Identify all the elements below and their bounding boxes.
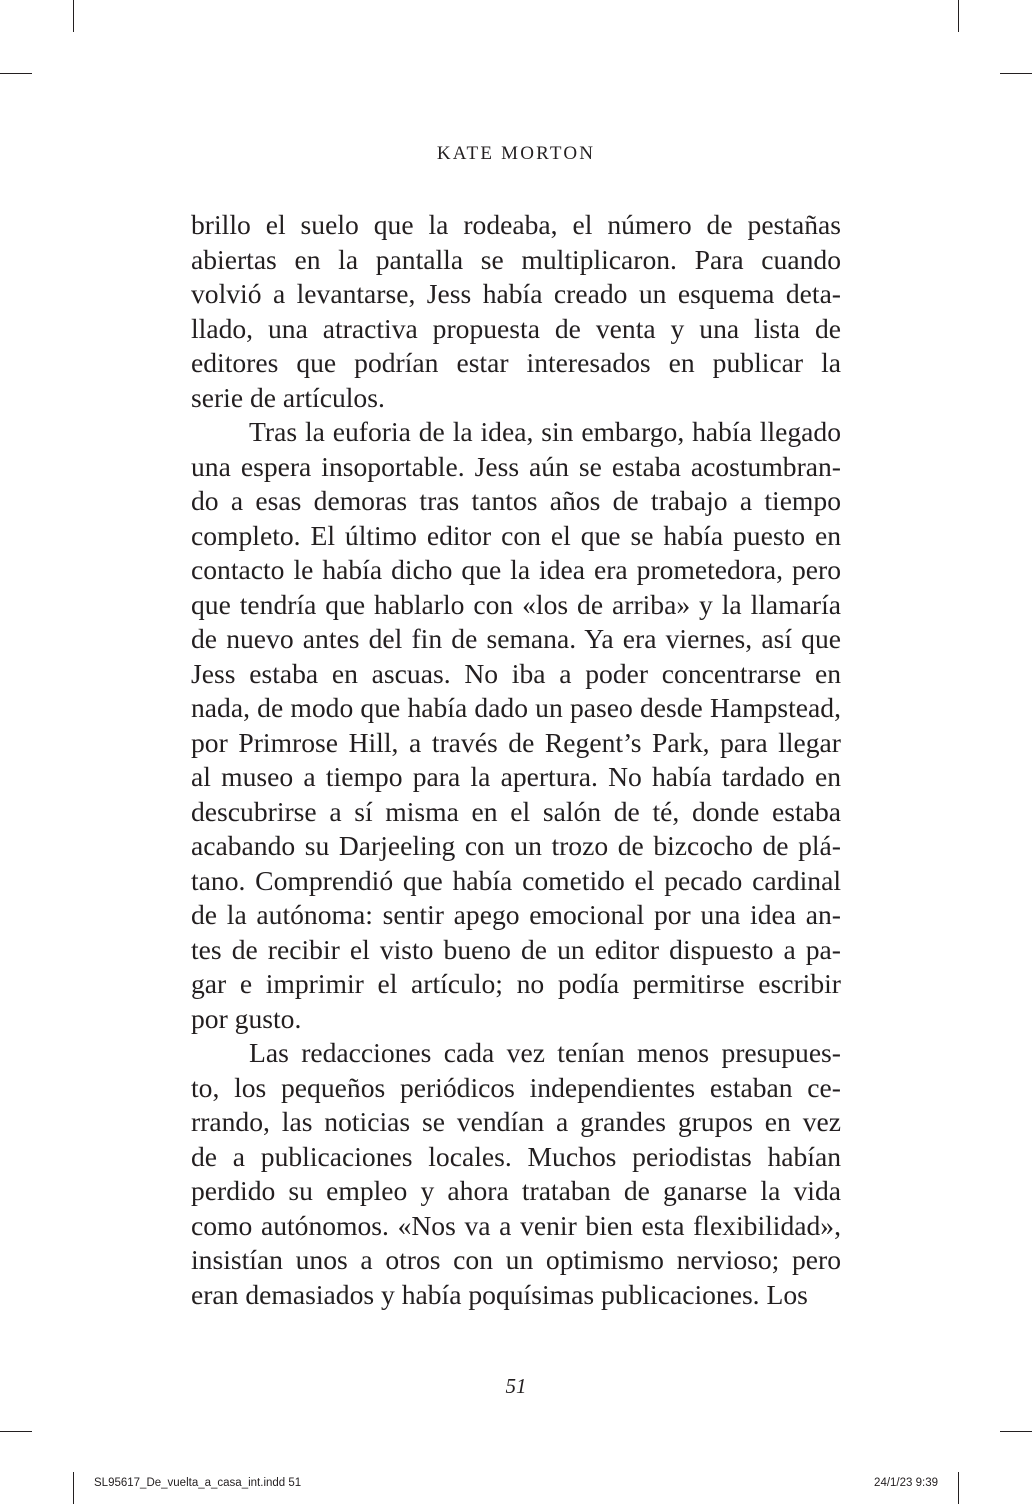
text-line: editores que podrían estar interesados en publicar la: [191, 347, 841, 378]
crop-mark: [73, 0, 74, 32]
crop-mark: [1000, 1431, 1032, 1432]
text-line: insistían unos a otros con un optimismo nervioso; pero: [191, 1244, 841, 1275]
text-line: llado, una atractiva propuesta de venta y una lista de: [191, 312, 841, 344]
text-line: nada, de modo que había dado un paseo desde Hampstead,: [191, 692, 841, 723]
text-line: por Primrose Hill, a través de Regent’s Park, para llegar: [191, 726, 841, 758]
text-line: Tras la euforia de la idea, sin embargo, había llegado: [249, 416, 841, 447]
text-line: to, los pequeños periódicos independientes estaban ce-: [191, 1071, 841, 1103]
text-line: al museo a tiempo para la apertura. No había tardado en: [191, 761, 841, 792]
paragraph: [191, 415, 841, 1036]
page-number: 51: [505, 1374, 527, 1398]
slug-filename: SL95617_De_vuelta_a_casa_int.indd 51: [94, 1477, 302, 1489]
crop-mark: [958, 0, 959, 32]
text-line: do a esas demoras tras tantos años de trabajo a tiempo: [191, 485, 841, 516]
text-line: contacto le había dicho que la idea era prometedora, pero: [191, 554, 841, 585]
running-head: KATE MORTON: [436, 143, 596, 164]
crop-mark: [958, 1472, 959, 1504]
text-line: de la autónoma: sentir apego emocional por una idea an-: [191, 899, 841, 930]
slug-timestamp: 24/1/23 9:39: [874, 1477, 938, 1489]
text-line: eran demasiados y había poquísimas publicaciones. Los: [191, 1278, 808, 1310]
text-line: gar e imprimir el artículo; no podía permitirse escribir: [191, 968, 841, 999]
text-line: abiertas en la pantalla se multiplicaron. Para cuando: [191, 243, 841, 275]
text-line: serie de artículos.: [191, 381, 385, 413]
text-line: acabando su Darjeeling con un trozo de bizcocho de plá-: [191, 830, 841, 861]
paragraph: [191, 1036, 841, 1312]
text-line: una espera insoportable. Jess aún se estaba acostumbran-: [191, 450, 841, 482]
text-line: Jess estaba en ascuas. No iba a poder concentrarse en: [191, 657, 841, 689]
text-line: brillo el suelo que la rodeaba, el número de pestañas: [191, 209, 841, 240]
body-text: [191, 208, 841, 1312]
text-line: de nuevo antes del fin de semana. Ya era viernes, así que: [191, 623, 841, 654]
text-line: que tendría que hablarlo con «los de arriba» y la llamaría: [191, 588, 841, 620]
crop-mark: [0, 1431, 32, 1432]
text-line: volvió a levantarse, Jess había creado un esquema deta-: [191, 278, 841, 309]
crop-mark: [1000, 73, 1032, 74]
text-line: tano. Comprendió que había cometido el pecado cardinal: [191, 864, 841, 896]
text-line: rrando, las noticias se vendían a grandes grupos en vez: [191, 1106, 841, 1137]
text-line: descubrirse a sí misma en el salón de té, donde estaba: [191, 795, 841, 827]
crop-mark: [73, 1472, 74, 1504]
crop-mark: [0, 73, 32, 74]
text-line: de a publicaciones locales. Muchos periodistas habían: [191, 1140, 841, 1172]
text-line: como autónomos. «Nos va a venir bien esta flexibilidad»,: [191, 1209, 841, 1241]
text-line: tes de recibir el visto bueno de un editor dispuesto a pa-: [191, 933, 841, 965]
text-line: perdido su empleo y ahora trataban de ganarse la vida: [191, 1175, 841, 1206]
text-line: por gusto.: [191, 1002, 302, 1034]
paragraph: [191, 208, 841, 415]
text-line: Las redacciones cada vez tenían menos presupues-: [249, 1037, 841, 1068]
text-line: completo. El último editor con el que se había puesto en: [191, 519, 841, 551]
